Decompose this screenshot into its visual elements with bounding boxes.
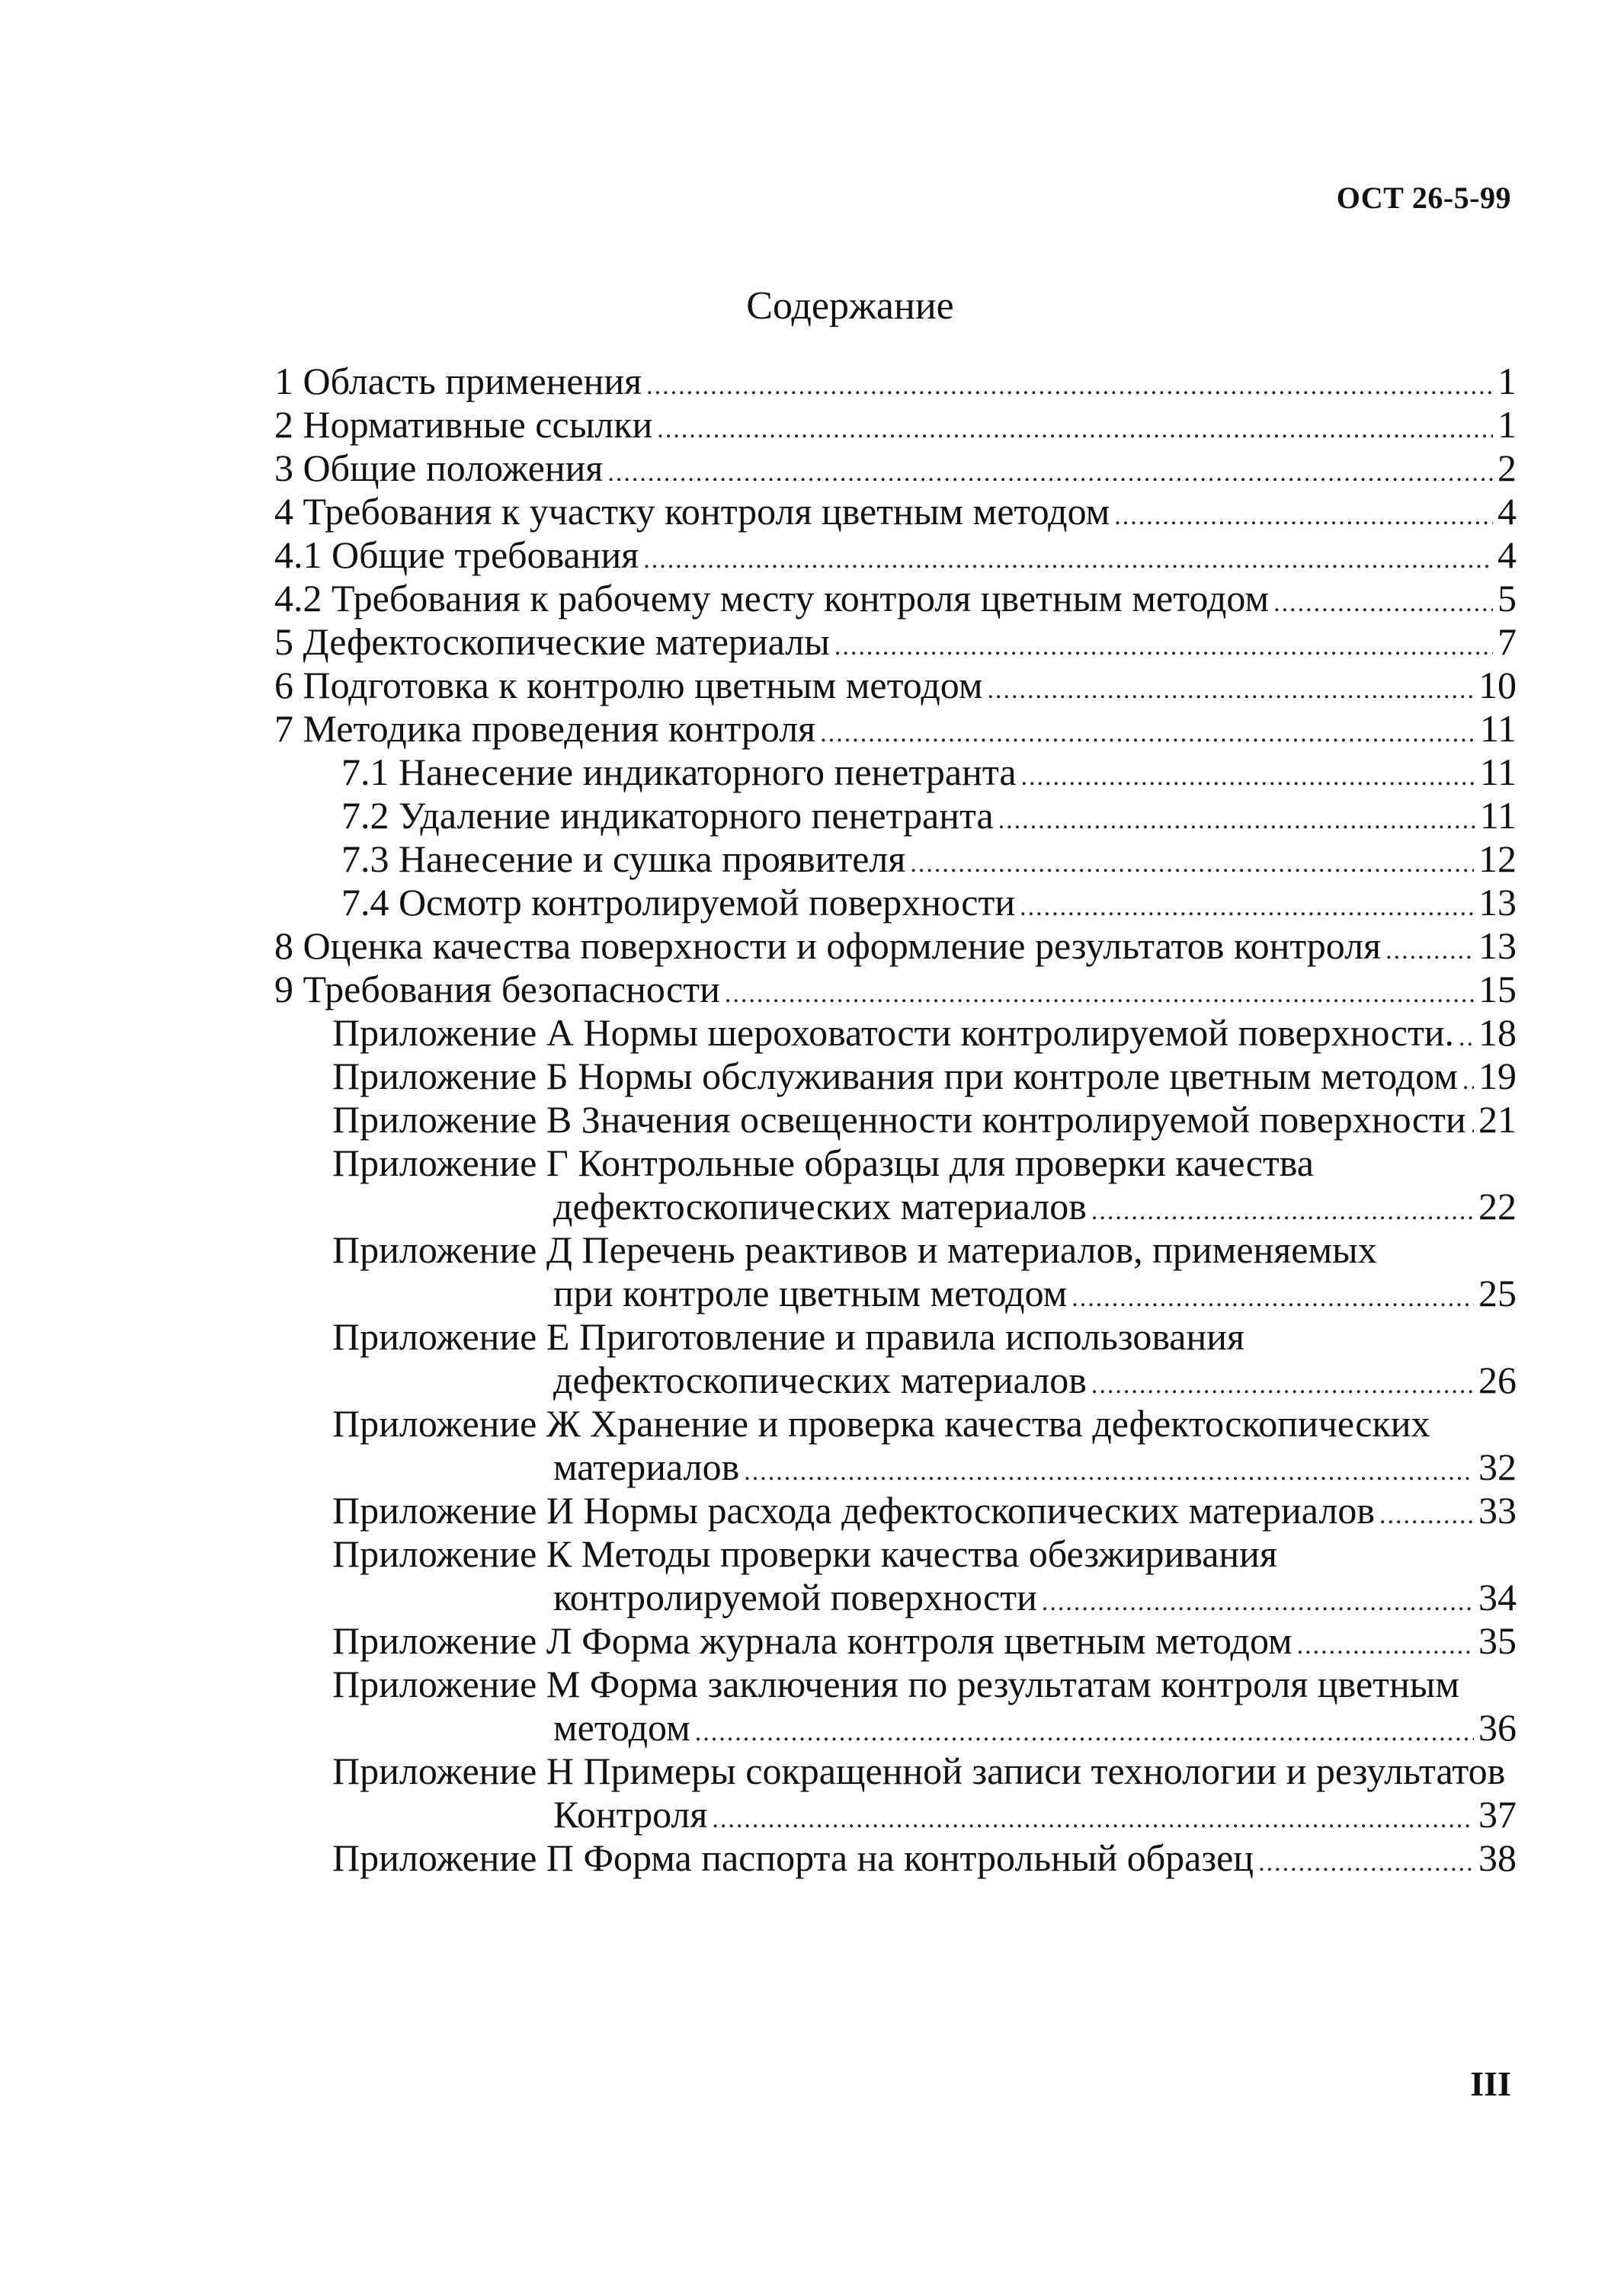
toc-entry	[274, 1098, 1517, 1141]
toc-dot-leader	[712, 1798, 1474, 1841]
toc-dot-leader	[1379, 1494, 1474, 1537]
toc-entry-page: 15	[1478, 968, 1517, 1010]
toc-entry-title: Приложение И Нормы расхода дефектоскопических материалов	[332, 1489, 1375, 1532]
toc-entry	[274, 1141, 1517, 1185]
table-of-contents	[274, 360, 1517, 1880]
toc-entry-title: 3 Общие положения	[274, 447, 604, 489]
toc-entry	[274, 1228, 1517, 1272]
toc-entry	[274, 1446, 1517, 1489]
toc-entry-page: 33	[1478, 1489, 1517, 1532]
toc-dot-leader	[1459, 1016, 1474, 1059]
toc-entry-page: 21	[1478, 1098, 1517, 1141]
toc-entry	[274, 1706, 1517, 1750]
toc-entry-page: 1	[1497, 360, 1517, 402]
toc-entry-title: Контроля	[553, 1793, 708, 1836]
toc-entry-page: 1	[1497, 403, 1517, 446]
toc-entry	[274, 1576, 1517, 1619]
toc-dot-leader	[1091, 1189, 1474, 1233]
toc-entry	[274, 1185, 1517, 1228]
toc-entry-page: 13	[1478, 924, 1517, 967]
toc-entry-title: материалов	[553, 1446, 740, 1488]
toc-entry-title: 6 Подготовка к контролю цветным методом	[274, 664, 983, 706]
toc-entry-title: 4.2 Требования к рабочему месту контроля цветным методом	[274, 577, 1270, 620]
toc-entry	[274, 1663, 1517, 1706]
toc-dot-leader	[643, 538, 1493, 581]
toc-entry-page: 38	[1478, 1836, 1517, 1879]
toc-entry-title: 7.1 Нанесение индикаторного пенетранта	[341, 751, 1017, 793]
toc-entry-title: при контроле цветным методом	[553, 1272, 1068, 1314]
document-code: ОСТ 26-5-99	[1336, 181, 1511, 215]
toc-entry-title: дефектоскопических материалов	[553, 1185, 1087, 1228]
toc-entry-page: 34	[1478, 1576, 1517, 1618]
toc-entry	[274, 1272, 1517, 1315]
toc-entry-title: Приложение Е Приготовление и правила использования	[332, 1315, 1244, 1358]
toc-entry	[274, 360, 1517, 403]
toc-entry-title: Приложение Д Перечень реактивов и материалов, применяемых	[332, 1228, 1377, 1271]
toc-dot-leader	[987, 668, 1474, 712]
toc-entry-title: 1 Область применения	[274, 360, 642, 402]
toc-entry-page: 4	[1497, 490, 1517, 533]
toc-dot-leader	[1273, 581, 1493, 625]
toc-entry	[274, 1836, 1517, 1880]
toc-entry	[274, 1315, 1517, 1359]
toc-entry-page: 13	[1478, 881, 1517, 924]
toc-entry	[274, 1619, 1517, 1663]
toc-dot-leader	[744, 1450, 1474, 1494]
toc-entry-title: Приложение В Значения освещенности контролируемой поверхности	[332, 1098, 1466, 1141]
toc-entry-title: Приложение М Форма заключения по результатам контроля цветным	[332, 1663, 1459, 1705]
toc-entry-page: 19	[1478, 1055, 1517, 1097]
toc-dot-leader	[1114, 495, 1493, 538]
toc-entry-title: 7.3 Нанесение и сушка проявителя	[341, 837, 906, 880]
toc-entry-title: 8 Оценка качества поверхности и оформление результатов контроля	[274, 924, 1382, 967]
toc-dot-leader	[998, 799, 1475, 842]
toc-entry-title: 7.4 Осмотр контролируемой поверхности	[341, 881, 1016, 924]
toc-entry-title: 7.2 Удаление индикаторного пенетранта	[341, 794, 994, 837]
toc-entry-page: 7	[1497, 620, 1517, 663]
toc-entry-title: Приложение Б Нормы обслуживания при контроле цветным методом	[332, 1055, 1458, 1097]
toc-entry-page: 36	[1478, 1706, 1517, 1749]
toc-entry	[274, 533, 1517, 577]
toc-entry-page: 37	[1478, 1793, 1517, 1836]
toc-entry-page: 22	[1478, 1185, 1517, 1228]
toc-entry	[274, 1402, 1517, 1446]
toc-dot-leader	[607, 451, 1493, 495]
toc-entry-page: 11	[1479, 707, 1517, 750]
toc-entry-title: методом	[553, 1706, 690, 1749]
toc-entry-title: Приложение А Нормы шероховатости контролируемой поверхности.	[332, 1011, 1455, 1054]
toc-entry	[274, 1532, 1517, 1576]
toc-entry-page: 11	[1479, 794, 1517, 837]
toc-dot-leader	[1385, 929, 1474, 972]
toc-entry	[274, 447, 1517, 490]
toc-entry	[274, 403, 1517, 447]
toc-entry	[274, 664, 1517, 707]
toc-dot-leader	[1462, 1059, 1474, 1103]
toc-entry-page: 32	[1478, 1446, 1517, 1488]
toc-dot-leader	[1297, 1624, 1474, 1667]
toc-dot-leader	[1258, 1841, 1474, 1884]
toc-entry-page: 2	[1497, 447, 1517, 489]
toc-entry	[274, 881, 1517, 924]
toc-entry-title: Приложение Г Контрольные образцы для проверки качества	[332, 1141, 1314, 1184]
toc-dot-leader	[910, 842, 1474, 885]
toc-entry-title: 4.1 Общие требования	[274, 533, 639, 576]
toc-entry-title: 7 Методика проведения контроля	[274, 707, 816, 750]
toc-entry-title: 5 Дефектоскопические материалы	[274, 620, 830, 663]
toc-dot-leader	[1021, 755, 1475, 799]
toc-entry-page: 35	[1478, 1619, 1517, 1662]
toc-entry	[274, 1359, 1517, 1402]
toc-dot-leader	[725, 972, 1474, 1016]
toc-title: Содержание	[746, 284, 954, 328]
toc-entry	[274, 924, 1517, 968]
toc-entry	[274, 1055, 1517, 1098]
page-number: III	[1470, 2064, 1511, 2103]
toc-dot-leader	[834, 625, 1493, 668]
toc-entry-title: дефектоскопических материалов	[553, 1359, 1087, 1401]
toc-entry	[274, 577, 1517, 620]
toc-entry-page: 18	[1478, 1011, 1517, 1054]
toc-dot-leader	[820, 712, 1475, 755]
toc-entry	[274, 751, 1517, 794]
toc-entry-title: Приложение Ж Хранение и проверка качества дефектоскопических	[332, 1402, 1430, 1445]
toc-dot-leader	[646, 364, 1493, 408]
toc-entry	[274, 794, 1517, 837]
toc-entry	[274, 707, 1517, 751]
toc-entry-page: 5	[1497, 577, 1517, 620]
toc-entry-page: 12	[1478, 837, 1517, 880]
toc-entry-title: Приложение Л Форма журнала контроля цветным методом	[332, 1619, 1292, 1662]
toc-entry-title: Приложение К Методы проверки качества обезжиривания	[332, 1532, 1277, 1575]
toc-entry-page: 26	[1478, 1359, 1517, 1401]
toc-entry	[274, 1011, 1517, 1055]
toc-dot-leader	[695, 1711, 1474, 1754]
toc-entry-page: 11	[1479, 751, 1517, 793]
toc-entry-page: 4	[1497, 533, 1517, 576]
toc-dot-leader	[657, 408, 1493, 451]
toc-entry-page: 25	[1478, 1272, 1517, 1314]
toc-dot-leader	[1020, 885, 1474, 929]
toc-entry	[274, 490, 1517, 533]
toc-dot-leader	[1471, 1103, 1474, 1146]
toc-entry-title: 9 Требования безопасности	[274, 968, 720, 1010]
toc-entry-title: Приложение П Форма паспорта на контрольный образец	[332, 1836, 1254, 1879]
toc-entry	[274, 620, 1517, 664]
toc-entry	[274, 1489, 1517, 1532]
toc-entry	[274, 968, 1517, 1011]
toc-entry-title: Приложение Н Примеры сокращенной записи технологии и результатов	[332, 1750, 1506, 1792]
toc-entry	[274, 1793, 1517, 1836]
toc-entry	[274, 1750, 1517, 1793]
toc-entry-page: 10	[1478, 664, 1517, 706]
toc-dot-leader	[1071, 1276, 1474, 1320]
toc-entry-title: контролируемой поверхности	[553, 1576, 1037, 1618]
toc-dot-leader	[1091, 1363, 1474, 1407]
toc-entry-title: 4 Требования к участку контроля цветным методом	[274, 490, 1110, 533]
toc-entry	[274, 837, 1517, 881]
toc-entry-title: 2 Нормативные ссылки	[274, 403, 653, 446]
toc-dot-leader	[1042, 1580, 1474, 1624]
